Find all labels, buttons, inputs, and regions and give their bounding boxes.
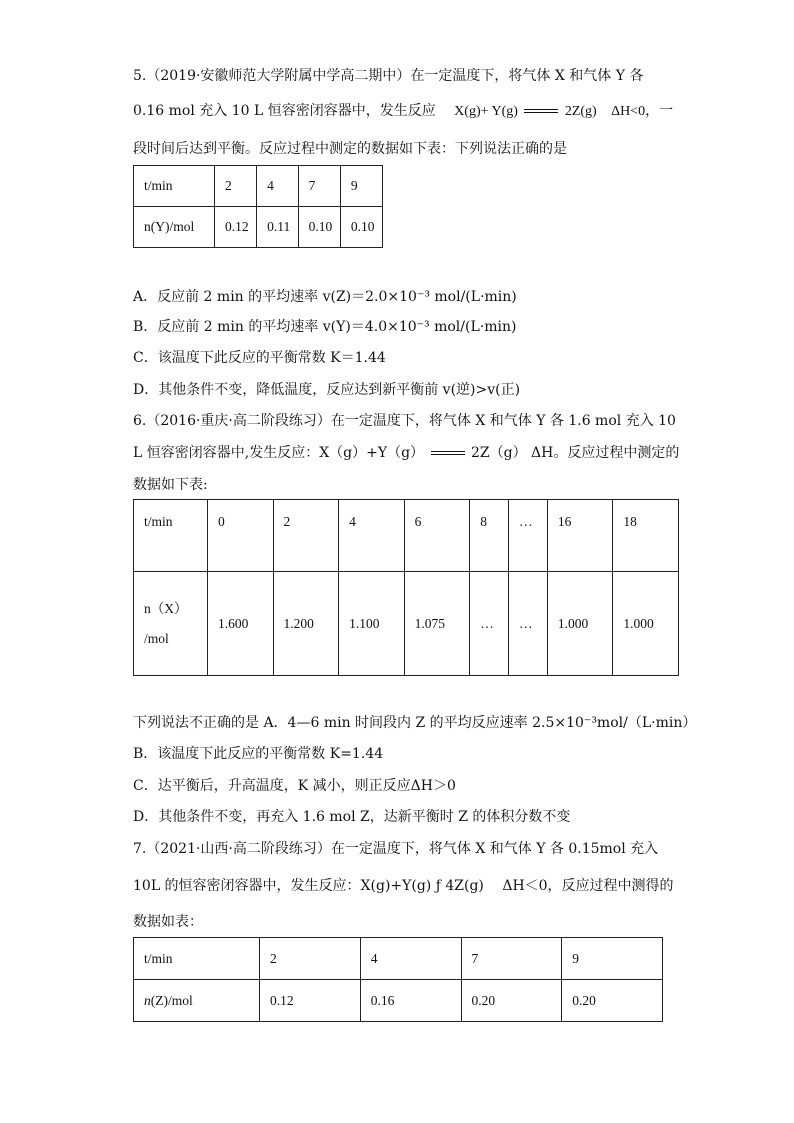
table-cell <box>134 572 208 676</box>
table-cell: 1.075 <box>404 572 470 676</box>
q6-line-1: 6.（2016·重庆·高二阶段练习）在一定温度下，将气体 X 和气体 Y 各 1.6 mol 充入 10 <box>133 413 676 429</box>
table-cell: n(Y)/mol <box>134 207 215 248</box>
table-row <box>134 572 679 676</box>
table-cell: 0.16 <box>360 980 461 1022</box>
q6-data-table <box>133 499 679 676</box>
table-cell: 2 <box>260 938 361 980</box>
table-cell: 1.600 <box>208 572 274 676</box>
table-cell: t/min <box>134 166 215 207</box>
table-cell: 4 <box>360 938 461 980</box>
table-cell: 8 <box>470 500 509 572</box>
q7-line-2-rest: ΔH＜0，反应过程中测得的 <box>502 878 674 894</box>
table-cell: 0.12 <box>260 980 361 1022</box>
q7-line-3: 数据如表： <box>133 914 203 930</box>
table-cell: 6 <box>404 500 470 572</box>
table-row <box>134 938 663 980</box>
q5-data-table <box>133 165 383 248</box>
q5-line-1: 5.（2019·安徽师范大学附属中学高二期中）在一定温度下，将气体 X 和气体 Y 各 <box>133 68 644 84</box>
table-cell: 2 <box>215 166 257 207</box>
table-cell: 1.000 <box>547 572 613 676</box>
q6-option-b: B．该温度下此反应的平衡常数 K=1.44 <box>133 746 384 762</box>
table-cell: 2 <box>273 500 339 572</box>
q6-option-d: D．其他条件不变，再充入 1.6 mol Z，达新平衡时 Z 的体积分数不变 <box>133 809 571 825</box>
table-cell: t/min <box>134 938 260 980</box>
q7-data-table <box>133 937 663 1022</box>
q5-option-d: D．其他条件不变，降低温度，反应达到新平衡前 v(逆)>v(正) <box>133 382 521 398</box>
q5-line-2-text: 0.16 mol 充入 10 L 恒容密闭容器中，发生反应 <box>133 103 436 119</box>
table-cell: 7 <box>298 166 340 207</box>
q5-option-c: C．该温度下此反应的平衡常数 K＝1.44 <box>133 350 386 366</box>
table-cell: 0.10 <box>340 207 382 248</box>
table-row <box>134 500 679 572</box>
q6-line-2 <box>133 443 679 463</box>
q7-line-2 <box>133 876 674 896</box>
q5-option-a: A．反应前 2 min 的平均速率 v(Z)＝2.0×10⁻³ mol/(L·min) <box>133 289 517 305</box>
q7-line-2-text: 10L 的恒容密闭容器中，发生反应：X(g)+Y(g) ƒ 4Z(g) <box>133 878 484 894</box>
table-cell: … <box>470 572 509 676</box>
q6-option-c: C．达平衡后，升高温度，K 减小，则正反应ΔH＞0 <box>133 778 456 794</box>
q5-line-2 <box>133 101 673 122</box>
table-cell: 0 <box>208 500 274 572</box>
table-cell: 0.11 <box>257 207 299 248</box>
table-cell: 1.000 <box>613 572 679 676</box>
row-label-unit: /mol <box>144 630 169 646</box>
q5-equation-products: 2Z(g) <box>564 104 597 119</box>
table-cell: 0.10 <box>298 207 340 248</box>
q5-enthalpy: ΔH<0，一 <box>611 104 674 119</box>
table-cell: 18 <box>613 500 679 572</box>
table-cell: 4 <box>339 500 405 572</box>
table-cell: 7 <box>461 938 562 980</box>
q5-equation-reactants: X(g)+ Y(g) <box>454 104 518 119</box>
q7-line-1: 7.（2021·山西·高二阶段练习）在一定温度下，将气体 X 和气体 Y 各 0.15mol 充入 <box>133 841 659 857</box>
table-cell: 9 <box>562 938 663 980</box>
table-cell: 0.20 <box>461 980 562 1022</box>
q6-line-3: 数据如下表: <box>133 477 208 493</box>
q6-line-2-text: L 恒容密闭容器中,发生反应：X（g）+Y（g） <box>133 445 425 461</box>
q5-line-3: 段时间后达到平衡。反应过程中测定的数据如下表：下列说法正确的是 <box>133 141 567 157</box>
table-cell: 0.20 <box>562 980 663 1022</box>
q6-line-2-rest: 2Z（g） ΔH。反应过程中测定的 <box>470 445 680 461</box>
table-cell: t/min <box>134 500 208 572</box>
table-row <box>134 166 383 207</box>
table-row <box>134 207 383 248</box>
table-cell: … <box>509 572 548 676</box>
q5-option-b: B．反应前 2 min 的平均速率 v(Y)＝4.0×10⁻³ mol/(L·min) <box>133 319 517 335</box>
equilibrium-arrow-icon <box>431 448 465 458</box>
table-cell: … <box>509 500 548 572</box>
q6-option-a: 下列说法不正确的是 A．4—6 min 时间段内 Z 的平均反应速率 2.5×10⁻³mol/（L·min） <box>133 715 697 731</box>
table-cell: 4 <box>257 166 299 207</box>
row-label: n（X） <box>144 600 188 616</box>
table-cell: 1.100 <box>339 572 405 676</box>
table-cell: 0.12 <box>215 207 257 248</box>
table-cell <box>134 980 260 1022</box>
table-cell: 9 <box>340 166 382 207</box>
table-cell: 16 <box>547 500 613 572</box>
row-label-italic: n <box>144 992 151 1008</box>
equilibrium-arrow-icon <box>524 106 558 116</box>
table-cell: 1.200 <box>273 572 339 676</box>
row-label-rest: (Z)/mol <box>150 992 193 1008</box>
table-row <box>134 980 663 1022</box>
